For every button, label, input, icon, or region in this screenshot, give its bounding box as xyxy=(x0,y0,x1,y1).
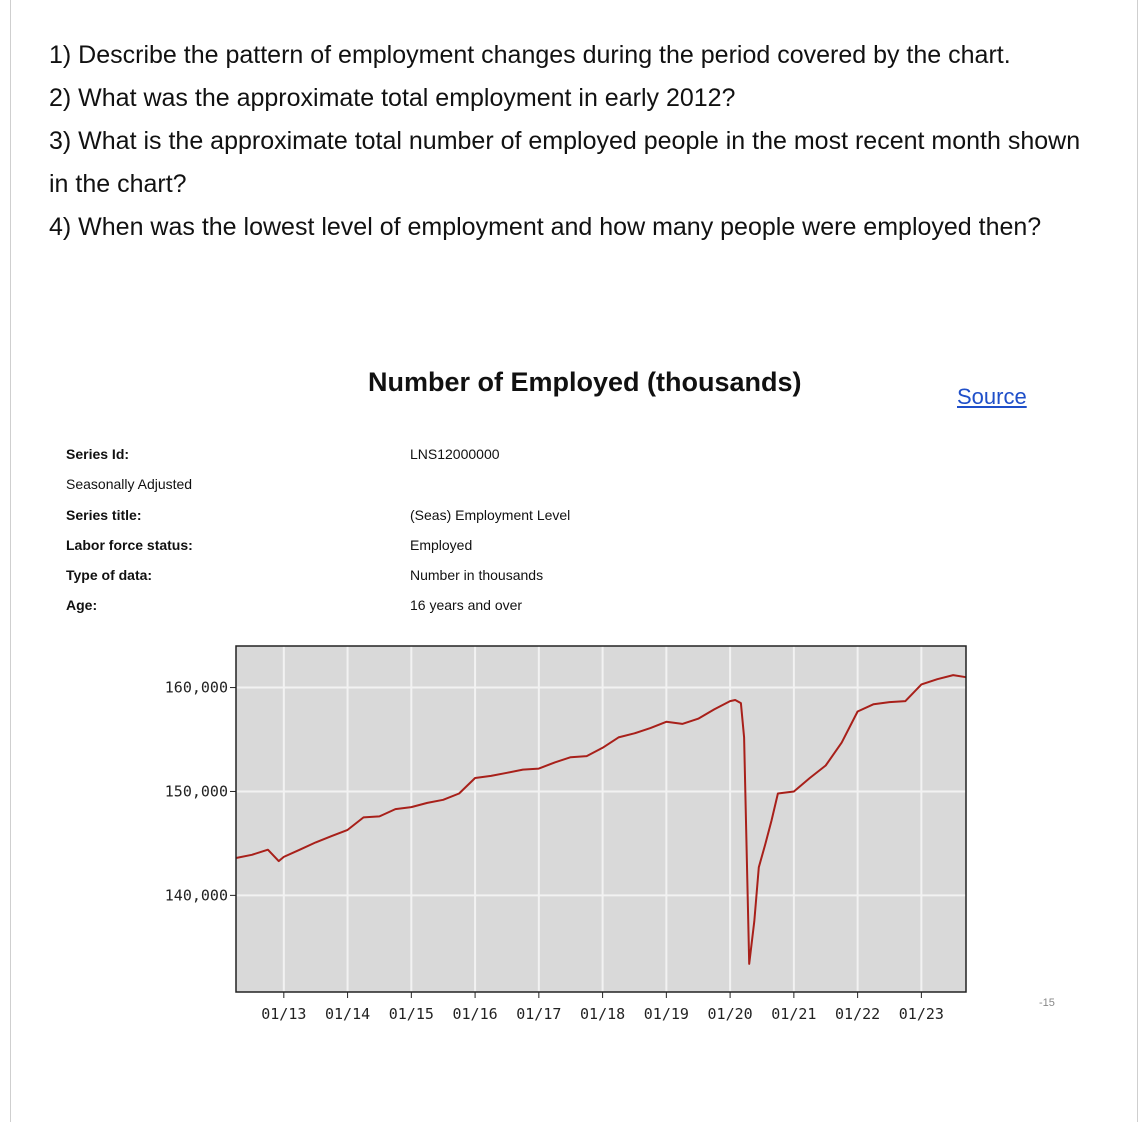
x-tick-label: 01/21 xyxy=(771,1005,817,1023)
x-tick-label: 01/15 xyxy=(388,1005,434,1023)
y-tick-label: 150,000 xyxy=(164,782,228,801)
series-id-value: LNS12000000 xyxy=(410,446,500,462)
age-value: 16 years and over xyxy=(410,597,523,613)
series-id-label: Series Id: xyxy=(66,446,130,462)
labor-force-status-label: Labor force status: xyxy=(66,537,193,553)
edge-label: -15 xyxy=(1039,997,1055,1009)
question-2: 2) What was the approximate total employment in early 2012? xyxy=(49,84,736,112)
x-tick-label: 01/18 xyxy=(580,1005,626,1023)
age-label: Age: xyxy=(66,597,98,613)
labor-force-status-value: Employed xyxy=(410,537,473,553)
question-3: 3) What is the approximate total number of employed people in the most recent month shown in the chart? xyxy=(49,127,1081,198)
x-tick-label: 01/17 xyxy=(516,1005,562,1023)
question-4: 4) When was the lowest level of employment and how many people were employed then? xyxy=(49,213,1042,241)
x-tick-label: 01/19 xyxy=(643,1005,689,1023)
x-tick-label: 01/13 xyxy=(261,1005,307,1023)
series-title-label: Series title: xyxy=(66,507,142,523)
x-tick-label: 01/23 xyxy=(898,1005,944,1023)
source-link[interactable]: Source xyxy=(957,384,1027,409)
series-title-value: (Seas) Employment Level xyxy=(410,507,571,523)
question-1: 1) Describe the pattern of employment changes during the period covered by the chart. xyxy=(49,41,1011,69)
seasonal-adjustment-note: Seasonally Adjusted xyxy=(66,476,193,492)
x-tick-label: 01/22 xyxy=(835,1005,881,1023)
plot-area xyxy=(236,646,966,992)
type-of-data-value: Number in thousands xyxy=(410,567,544,583)
y-tick-label: 140,000 xyxy=(164,886,228,905)
y-tick-label: 160,000 xyxy=(164,678,228,697)
x-tick-label: 01/14 xyxy=(324,1005,371,1023)
x-tick-label: 01/20 xyxy=(707,1005,753,1023)
type-of-data-label: Type of data: xyxy=(66,567,153,583)
x-tick-label: 01/16 xyxy=(452,1005,498,1023)
chart-title: Number of Employed (thousands) xyxy=(368,367,802,397)
